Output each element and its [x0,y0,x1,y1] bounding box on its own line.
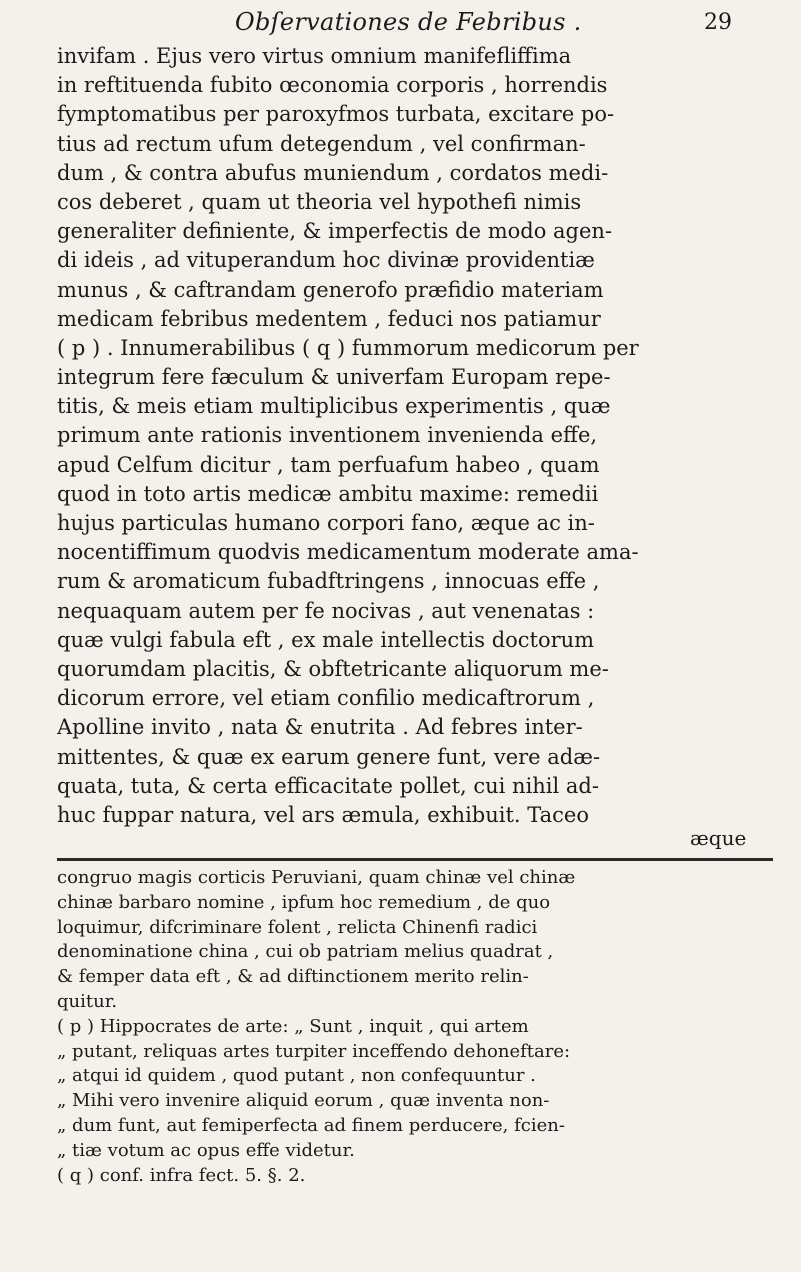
main-text [57,42,773,830]
footnote-line: chinæ barbaro nomine , ipfum hoc remedium , de quo [57,891,551,913]
running-title: Obſervationes de Febribus . [235,8,582,36]
page-header [60,8,760,44]
text-line: nocentiffimum quodvis medicamentum moderate ama- [57,540,639,565]
text-line: mittentes, & quæ ex earum genere funt, vere adæ- [57,744,601,769]
catchword: æque [690,826,747,850]
text-line: titis, & meis etiam multiplicibus experimentis , quæ [57,394,611,419]
text-line: quata, tuta, & certa efficacitate pollet, cui nihil ad- [57,773,599,798]
footnote-line: quitur. [57,990,118,1012]
text-line: dum , & contra abufus muniendum , cordatos medi- [57,160,609,185]
text-line: huc fuppar natura, vel ars æmula, exhibuit. Taceo [57,802,589,827]
footnote-line: „ atqui id quidem , quod putant , non confequuntur . [57,1065,536,1087]
text-line: invifam . Ejus vero virtus omnium manifefliffima [57,44,572,68]
text-line: fymptomatibus per paroxyfmos turbata, excitare po- [57,102,615,127]
text-line: in reftituenda fubito œconomia corporis , horrendis [57,73,608,98]
footnote-line: ( q ) conf. infra fect. 5. §. 2. [57,1164,306,1186]
footnote-line: „ Mihi vero invenire aliquid eorum , quæ inventa non- [57,1090,550,1112]
text-line: medicam febribus medentem , feduci nos patiamur [57,306,601,331]
text-line: quorumdam placitis, & obftetricante aliquorum me- [57,656,609,681]
text-line: integrum fere fæculum & univerfam Europam repe- [57,365,611,390]
text-line: ( p ) . Innumerabilibus ( q ) fummorum medicorum per [57,335,639,360]
footnote-line: „ dum funt, aut femiperfecta ad finem perducere, fcien- [57,1114,565,1136]
text-line: di ideis , ad vituperandum hoc divinæ providentiæ [57,248,595,273]
footnote-divider [57,858,773,861]
footnote-line: & femper data eft , & ad diftinctionem merito relin- [57,966,529,988]
footnote-line: congruo magis corticis Peruviani, quam chinæ vel chinæ [57,867,576,888]
text-line: quæ vulgi fabula eft , ex male intellectis doctorum [57,627,595,652]
text-line: Apolline invito , nata & enutrita . Ad febres inter- [57,715,583,740]
page-number: 29 [704,10,732,35]
text-line: generaliter definiente, & imperfectis de modo agen- [57,219,613,244]
footnote-line: loquimur, difcriminare folent , relicta Chinenfi radici [57,916,538,938]
text-line: quod in toto artis medicæ ambitu maxime: remedii [57,481,599,506]
text-line: munus , & caftrandam generofo præfidio materiam [57,277,604,302]
footnote-line: ( p ) Hippocrates de arte: „ Sunt , inquit , qui artem [57,1015,529,1037]
text-line: primum ante rationis inventionem invenienda effe, [57,423,598,448]
text-line: nequaquam autem per fe nocivas , aut venenatas : [57,598,595,623]
footnotes [57,866,773,1188]
text-line: apud Celfum dicitur , tam perfuafum habeo , quam [57,452,600,477]
footnote-line: „ putant, reliquas artes turpiter inceffendo dehoneftare: [57,1040,571,1062]
text-line: tius ad rectum ufum detegendum , vel confirman- [57,131,586,156]
text-line: dicorum errore, vel etiam confilio medicaftrorum , [57,686,595,711]
footnote-line: „ tiæ votum ac opus effe videtur. [57,1139,355,1161]
footnote-line: denominatione china , cui ob patriam melius quadrat , [57,941,554,963]
text-line: cos deberet , quam ut theoria vel hypothefi nimis [57,189,582,214]
text-line: rum & aromaticum fubadftringens , innocuas effe , [57,569,600,594]
text-line: hujus particulas humano corpori fano, æque ac in- [57,511,595,535]
